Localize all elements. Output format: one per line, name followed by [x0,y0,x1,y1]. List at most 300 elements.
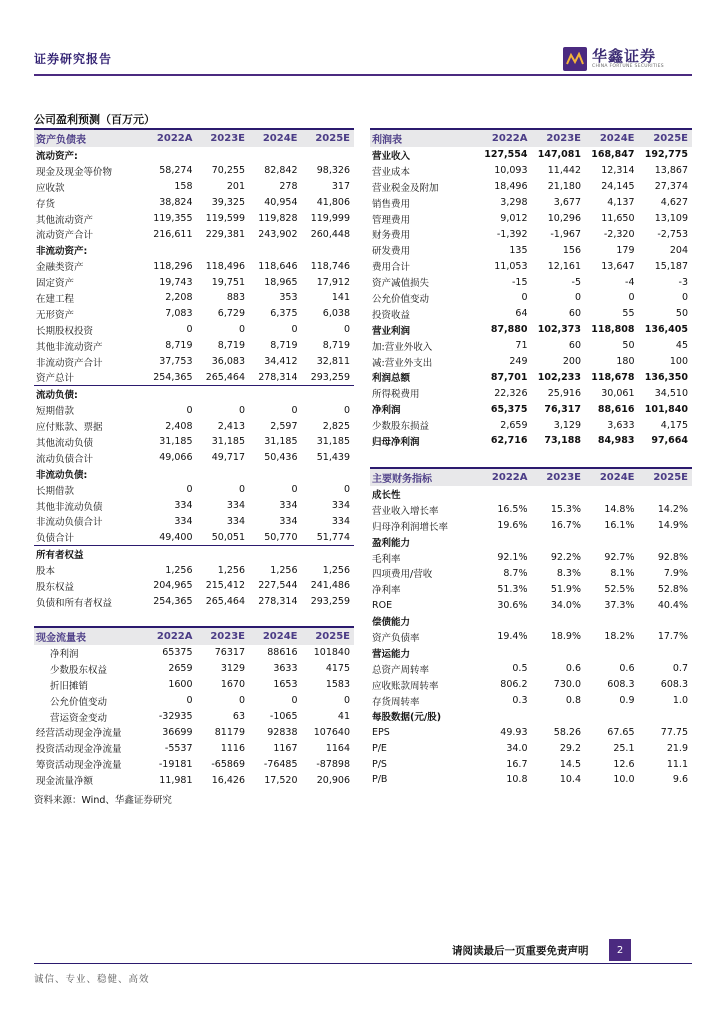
row-value: 27,374 [654,181,688,193]
row-value: 34,412 [264,356,298,368]
row-value: 0 [343,484,350,496]
row-value: 52.8% [657,583,688,595]
row-label: 营业收入增长率 [372,505,439,517]
row-value: 84,983 [597,435,635,447]
row-value: 200 [562,356,581,368]
row-value: -5537 [164,742,193,754]
row-value: 17,912 [316,276,350,288]
row-value: 158 [174,181,193,193]
row-value: 118,808 [591,324,635,336]
row-value: 119,355 [153,213,193,224]
row-label: 营运能力 [372,648,411,660]
row-value: 1653 [273,679,298,691]
row-label: 固定资产 [36,278,75,290]
row-value: 14.5 [559,758,581,770]
row-value: 8,719 [165,340,193,352]
row-value: 8,719 [217,340,245,352]
row-value: 118,296 [153,260,193,272]
row-value: 1,256 [322,564,350,576]
table-row [370,518,692,534]
row-label: 流动资产合计 [36,230,94,242]
row-value: 21,180 [547,181,581,193]
row-label: 负债合计 [36,533,75,545]
row-value: 52.5% [604,583,635,595]
row-value: 0 [238,404,245,416]
row-value: 11,053 [494,260,528,272]
row-value: 0.5 [512,663,528,675]
row-value: 608.3 [607,679,635,691]
row-value: 141 [331,292,350,304]
year-header: 2022A [491,133,528,144]
row-label: 其他流动负债 [36,437,94,449]
year-header: 2025E [653,133,688,144]
table-row [34,179,354,195]
row-value: 227,544 [258,580,298,592]
row-value: 12,314 [601,165,635,177]
row-label: 无形资产 [36,309,75,321]
table-row [34,740,354,756]
row-value: 168,847 [591,149,635,161]
row-label: 资产负债率 [372,632,420,644]
row-value: 17.7% [657,631,688,643]
row-value: 97,664 [651,435,688,447]
row-value: 13,647 [601,260,635,272]
header-divider [34,74,692,76]
row-value: 334 [174,515,193,527]
forecast-title: 公司盈利预测（百万元） [34,113,155,126]
table-row [370,629,692,645]
row-value: 92.8% [657,552,688,563]
row-value: 10,296 [547,213,581,224]
row-value: 18,965 [264,276,298,288]
table-row [34,258,354,274]
row-value: 64 [515,308,528,320]
row-value: 229,381 [205,228,245,240]
table-row [370,338,692,354]
row-value: 34.0% [550,599,581,611]
row-value: 0.6 [565,663,581,675]
row-label: 总资产周转率 [372,664,430,676]
table-row [34,306,354,322]
row-value: 40,954 [264,197,298,209]
table-row [34,354,354,370]
row-value: 87,880 [490,324,528,336]
row-label: 营业利润 [372,325,411,337]
row-label: 现金流量净额 [36,776,94,788]
row-value: 293,259 [310,596,350,608]
row-label: 四项费用/营收 [372,569,433,581]
row-value: 3,129 [553,419,581,431]
table-header-row [370,128,692,147]
row-value: 3,633 [607,419,635,431]
row-value: 4,137 [607,197,635,209]
row-value: 9.6 [672,774,688,786]
row-value: 11,981 [159,774,193,786]
row-label: 长期股权投资 [36,325,94,337]
row-value: 60 [568,308,581,320]
row-value: 127,554 [484,149,528,161]
table-row [34,756,354,772]
row-value: 36,083 [211,356,245,368]
row-value: 119,599 [205,213,245,224]
table-row [34,498,354,514]
row-value: -3 [678,276,688,288]
row-value: 76317 [214,647,245,659]
row-value: 2,825 [322,420,350,432]
table-row [370,581,692,597]
row-value: 50,436 [264,452,298,464]
table-row [34,772,354,788]
row-value: 192,775 [644,149,688,161]
row-value: 0 [186,695,193,707]
row-value: 41,806 [316,197,350,209]
row-value: 118,496 [205,260,245,272]
row-value: -2,320 [603,228,635,240]
row-value: 0 [238,695,245,707]
row-value: 3,298 [500,197,528,209]
row-value: 0 [343,324,350,336]
row-label: 少数股东权益 [50,664,108,676]
row-value: 0.9 [619,695,635,707]
row-label: 净利润 [372,405,401,417]
logo-english-name: CHINA FORTUNE SECURITIES [592,64,664,69]
row-value: 92.7% [604,552,635,563]
year-header: 2025E [653,472,688,483]
table-row [34,386,354,402]
row-value: 49,400 [159,531,193,543]
row-label: 存货 [36,198,56,210]
row-label: 净利率 [372,585,401,597]
row-value: 0 [574,292,581,304]
table-row [34,709,354,725]
table-row [370,693,692,709]
row-label: P/E [372,742,387,754]
row-value: 25,916 [547,387,581,399]
row-value: 39,325 [211,197,245,209]
row-value: -19181 [158,758,193,770]
balance-sheet-table [34,128,354,610]
table-row [34,724,354,740]
row-value: 101840 [313,647,350,659]
table-row [34,211,354,227]
row-value: 49,717 [211,452,245,464]
row-label: 资产总计 [36,373,75,385]
table-title: 资产负债表 [36,135,86,146]
row-label: 费用合计 [372,262,411,274]
row-label: 公允价值变动 [372,293,430,305]
row-value: 293,259 [310,371,350,383]
row-value: 201 [226,181,245,193]
row-label: 经营活动现金净流量 [36,728,122,740]
row-label: 净利润 [50,648,79,660]
row-value: 8,719 [270,340,298,352]
table-row [370,740,692,756]
row-value: 0 [291,324,298,336]
row-value: 58.26 [553,726,581,738]
row-value: 0 [681,292,688,304]
row-value: 3,677 [553,197,581,209]
row-value: 249 [509,356,528,368]
row-label: P/B [372,774,388,786]
row-value: 101,840 [644,403,688,415]
table-row [34,645,354,661]
year-header: 2025E [315,631,350,642]
table-row [370,772,692,788]
table-row [370,147,692,163]
row-value: 98,326 [316,165,350,177]
row-value: 8,719 [322,340,350,352]
year-header: 2023E [546,472,581,483]
row-value: 0 [238,324,245,336]
row-label: 长期借款 [36,485,75,497]
table-row [370,369,692,385]
row-label: 营业税金及附加 [372,182,439,194]
row-value: 334 [279,515,298,527]
row-value: 29.2 [559,742,581,754]
row-value: 10.4 [559,774,581,786]
row-value: 10.8 [506,774,528,786]
table-row [370,724,692,740]
row-value: 2,659 [500,419,528,431]
row-value: 102,233 [537,371,581,383]
row-label: 财务费用 [372,230,411,242]
row-label: 流动负债合计 [36,453,94,465]
row-value: 50,051 [211,531,245,543]
row-label: 营业收入 [372,150,411,162]
table-row [370,306,692,322]
row-value: 1,256 [165,564,193,576]
row-value: 50,770 [264,531,298,543]
row-value: 334 [226,500,245,512]
row-value: 254,365 [153,371,193,383]
row-value: 49,066 [159,452,193,464]
row-value: 2,408 [165,420,193,432]
row-label: 金融类资产 [36,262,84,274]
row-value: 0.7 [672,663,688,675]
row-value: 260,448 [310,228,350,240]
table-row [34,322,354,338]
table-row [34,578,354,594]
table-row [370,550,692,566]
row-value: 50 [622,340,635,352]
table-row [370,534,692,550]
row-value: 34,510 [654,387,688,399]
row-value: 31,185 [316,436,350,448]
row-value: 334 [331,500,350,512]
row-label: 所得税费用 [372,389,420,401]
row-value: 31,185 [211,436,245,448]
row-value: 41 [337,711,350,722]
table-row [34,338,354,354]
table-title: 现金流量表 [36,633,86,644]
table-row [370,163,692,179]
row-value: 102,373 [537,324,581,336]
income-statement-table [370,128,692,449]
row-label: 非流动负债: [36,469,88,481]
row-value: 2,597 [270,420,298,432]
row-label: 投资收益 [372,309,411,321]
row-label: 其他非流动负债 [36,501,103,513]
row-value: -15 [511,276,528,288]
row-value: 10,093 [494,165,528,177]
row-value: 0 [186,404,193,416]
row-value: 7,083 [165,308,193,320]
table-row [34,513,354,529]
row-label: 非流动负债合计 [36,517,103,529]
row-value: 730.0 [553,679,581,691]
logo-mark-icon [563,47,587,71]
table-header-row [370,467,692,486]
row-label: 成长性 [372,489,401,501]
table-row [34,529,354,545]
table-row [34,418,354,434]
row-value: 1,256 [217,564,245,576]
row-value: 118,746 [310,260,350,272]
row-value: 8.3% [556,567,581,579]
row-value: 6,375 [270,308,298,320]
table-row [370,226,692,242]
row-value: 254,365 [153,596,193,608]
row-label: 投资活动现金净流量 [36,744,122,756]
year-header: 2022A [156,631,193,642]
row-value: 806.2 [500,679,528,691]
table-row [34,562,354,578]
row-value: 2,413 [217,420,245,432]
table-row [34,434,354,450]
row-value: 19.4% [497,631,528,643]
row-value: 119,828 [258,213,298,224]
company-motto: 诚信、专业、稳健、高效 [34,974,150,985]
row-value: 11.1 [666,758,688,770]
table-row [370,354,692,370]
row-value: 0 [521,292,528,304]
row-label: 负债和所有者权益 [36,597,113,609]
row-value: 92.1% [497,552,528,563]
row-value: 16.1% [604,520,635,532]
table-row [370,433,692,449]
row-value: 22,326 [494,387,528,399]
row-value: 32,811 [316,356,350,368]
row-value: 24,145 [601,181,635,193]
row-value: -76485 [263,758,298,770]
row-value: 10.0 [613,774,635,786]
row-label: 筹资活动现金净流量 [36,760,122,772]
row-value: -4 [625,276,635,288]
row-value: 18.2% [604,631,635,643]
logo-name: 华鑫证券 [592,47,657,65]
table-row [370,613,692,629]
row-value: 8.7% [503,567,528,579]
row-value: 14.2% [657,504,688,516]
row-value: 136,405 [644,324,688,336]
row-value: 17,520 [264,774,298,786]
disclaimer-link[interactable]: 请阅读最后一页重要免责声明 [452,945,589,957]
row-label: 研发费用 [372,246,411,258]
row-value: 73,188 [544,435,581,447]
row-value: 0 [186,324,193,336]
row-label: 加:营业外收入 [372,341,433,353]
row-value: 334 [331,515,350,527]
table-row [34,226,354,242]
row-value: 92838 [267,726,298,738]
row-value: 334 [174,500,193,512]
row-value: 8.1% [610,567,635,579]
row-value: 0 [343,404,350,416]
table-row [370,258,692,274]
row-label: 折旧摊销 [50,680,89,692]
row-label: 销售费用 [372,198,411,210]
row-value: 241,486 [310,580,350,592]
row-value: 4175 [325,663,350,675]
row-value: 38,824 [159,197,193,209]
row-value: 51,774 [316,531,350,543]
row-value: 0 [291,404,298,416]
row-value: 40.4% [657,599,688,611]
row-value: 18,496 [494,181,528,193]
page-number: 2 [609,939,631,961]
row-value: 14.9% [657,520,688,532]
row-value: 49.93 [500,726,528,738]
footer-divider [34,963,692,964]
row-value: 31,185 [264,436,298,448]
row-value: 19,751 [211,276,245,288]
row-label: 所有者权益 [36,550,84,562]
row-value: 2659 [168,663,193,675]
row-value: 45 [675,340,688,352]
row-value: 1600 [168,679,193,691]
table-row [370,179,692,195]
row-value: -87898 [316,758,350,770]
row-value: -65869 [211,758,245,770]
row-value: 51.3% [497,583,528,595]
row-value: 3633 [273,663,298,675]
table-row [34,693,354,709]
table-row [34,147,354,163]
row-label: 股东权益 [36,581,75,593]
row-value: 16,426 [211,774,245,786]
year-header: 2023E [546,133,581,144]
row-value: 118,646 [258,260,298,272]
row-value: 278,314 [258,371,298,383]
year-header: 2024E [262,133,298,144]
row-value: 3129 [220,663,245,675]
row-label: 每股数据(元/股) [372,712,442,724]
row-value: 36699 [162,726,193,738]
row-value: 9,012 [500,213,528,224]
row-value: 25.1 [613,742,635,754]
row-value: 13,867 [654,165,688,177]
row-value: 65,375 [490,403,528,415]
table-row [34,450,354,466]
row-value: 243,902 [258,228,298,240]
row-label: 利润总额 [372,373,411,385]
row-value: 67.65 [607,726,635,738]
table-row [370,756,692,772]
table-row [370,677,692,693]
table-row [370,211,692,227]
row-value: 107640 [313,726,350,738]
row-value: 14.8% [604,504,635,516]
row-value: 0 [291,695,298,707]
table-row [34,546,354,562]
row-label: 应付账款、票据 [36,422,103,434]
row-value: 278,314 [258,596,298,608]
table-row [34,369,354,385]
row-value: 278 [279,181,298,193]
source-note: 资料来源：Wind、华鑫证券研究 [34,795,172,806]
row-value: 136,350 [644,371,688,383]
row-label: 非流动资产: [36,246,88,258]
